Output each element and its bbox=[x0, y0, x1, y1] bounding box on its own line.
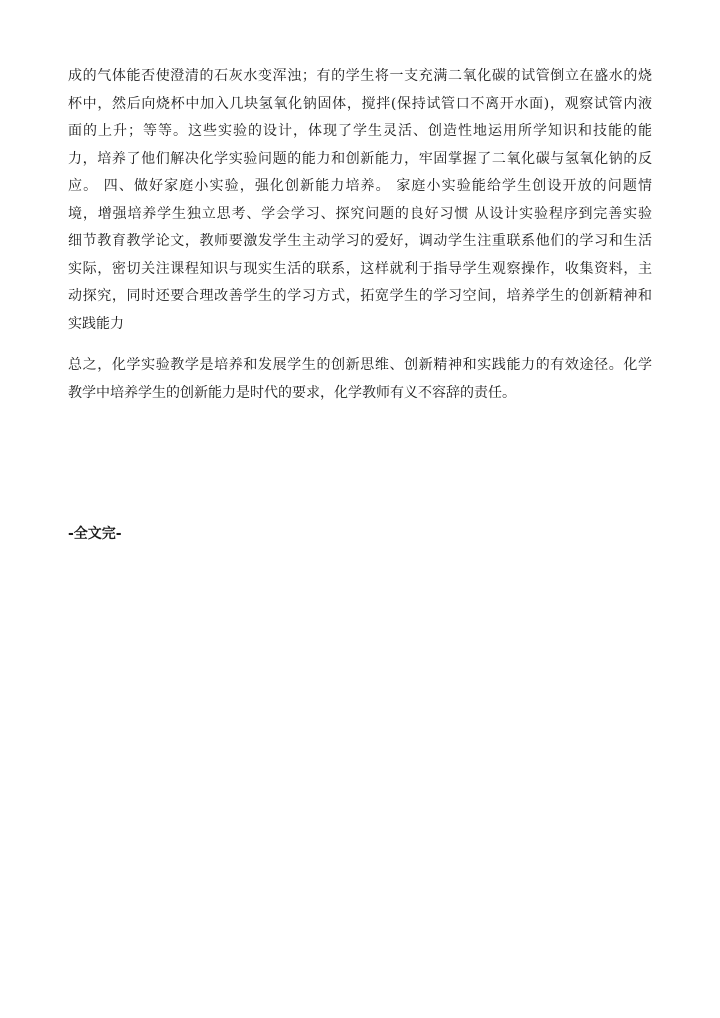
paragraph-line: 实践能力 bbox=[68, 315, 124, 332]
body-paragraph-1 bbox=[68, 63, 652, 338]
paragraph-line: 细节教育教学论文，教师要激发学生主动学习的爱好，调动学生注重联系他们的学习和生活 bbox=[68, 233, 652, 249]
paragraph-line: 动探究，同时还要合理改善学生的学习方式，拓宽学生的学习空间，培养学生的创新精神和 bbox=[68, 288, 652, 304]
paragraph-line: 总之，化学实验教学是培养和发展学生的创新思维、创新精神和实践能力的有效途径。化学 bbox=[68, 357, 652, 373]
paragraph-line: 教学中培养学生的创新能力是时代的要求，化学教师有义不容辞的责任。 bbox=[68, 384, 516, 401]
body-paragraph-2 bbox=[68, 352, 652, 407]
paragraph-line: 杯中，然后向烧杯中加入几块氢氧化钠固体，搅拌(保持试管口不离开水面)，观察试管内液 bbox=[68, 95, 652, 112]
end-of-document-marker: -全文完- bbox=[68, 526, 122, 542]
paragraph-line: 成的气体能否使澄清的石灰水变浑浊；有的学生将一支充满二氧化碳的试管倒立在盛水的烧 bbox=[68, 68, 652, 84]
paragraph-line: 面的上升；等等。这些实验的设计，体现了学生灵活、创造性地运用所学知识和技能的能 bbox=[68, 123, 652, 139]
paragraph-line: 实际，密切关注课程知识与现实生活的联系，这样就利于指导学生观察操作，收集资料，主 bbox=[68, 260, 652, 277]
paragraph-line: 应。 四、做好家庭小实验，强化创新能力培养。 家庭小实验能给学生创设开放的问题情 bbox=[68, 178, 652, 194]
paragraph-line: 境，增强培养学生独立思考、学会学习、探究问题的良好习惯 从设计实验程序到完善实验 bbox=[68, 205, 652, 222]
paragraph-line: 力，培养了他们解决化学实验问题的能力和创新能力，牢固掌握了二氧化碳与氢氧化钠的反 bbox=[68, 150, 652, 167]
